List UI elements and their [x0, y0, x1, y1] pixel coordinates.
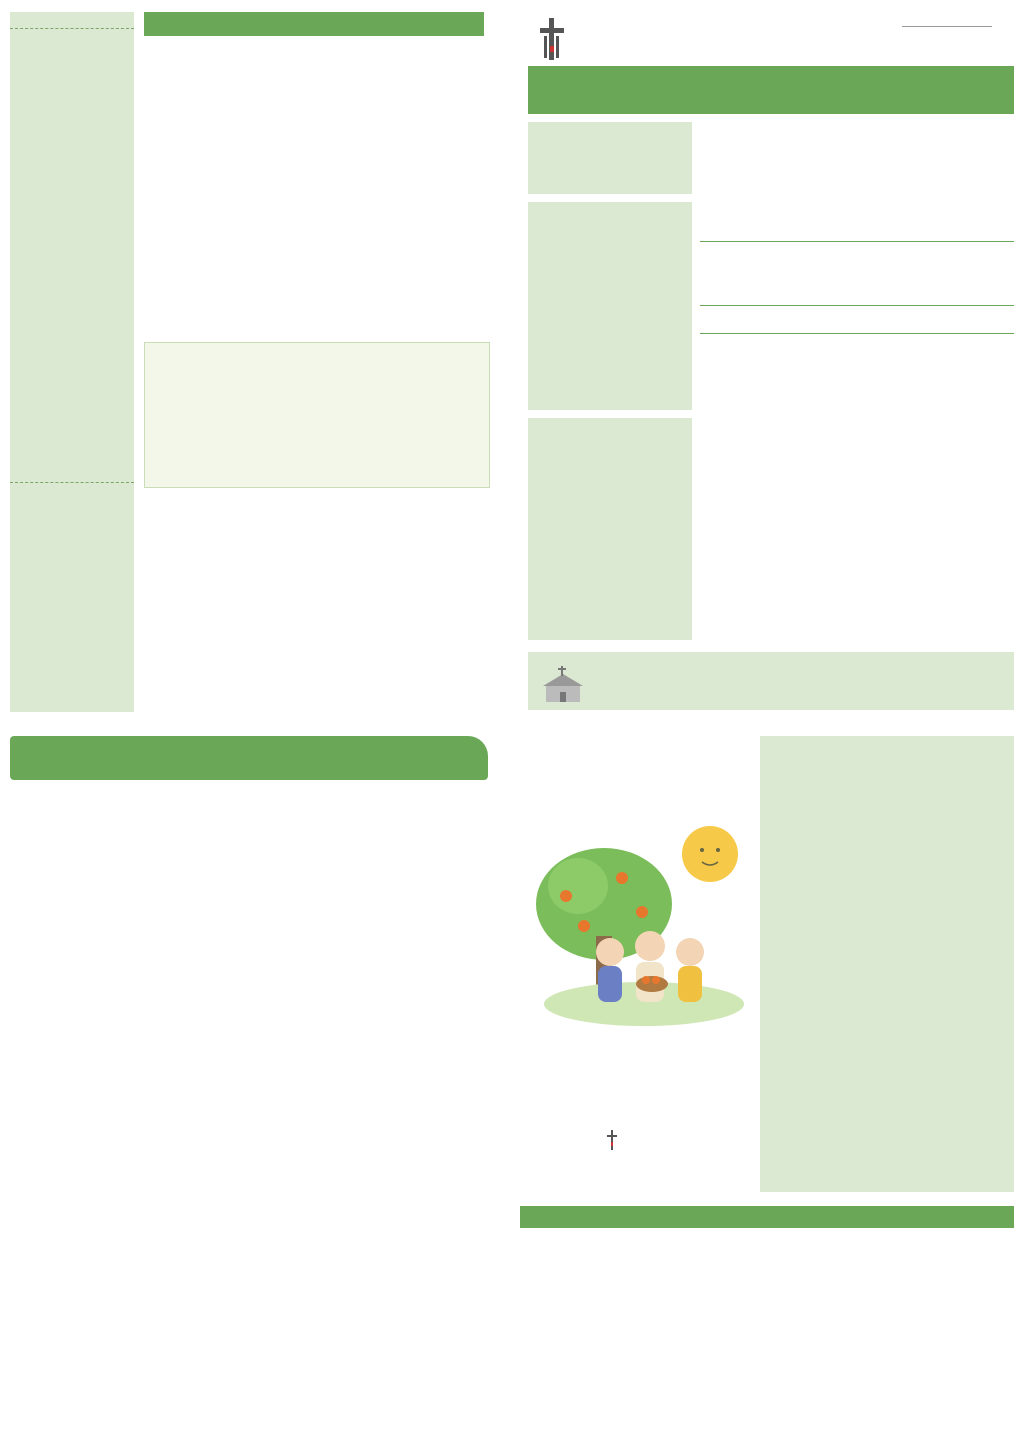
- contact-line: [664, 684, 695, 694]
- first-visit-box: [528, 202, 692, 410]
- prayer-topics-box: [144, 342, 490, 488]
- news-section-4: [146, 274, 486, 278]
- duty-roster: [700, 218, 1014, 334]
- gratitude-panel: [10, 12, 134, 466]
- mission-list: [10, 483, 134, 495]
- mission-title: [10, 466, 134, 483]
- news-section-2: [146, 126, 486, 132]
- news-header: [144, 12, 484, 36]
- offerings-header: [520, 1206, 1014, 1228]
- service-header: [10, 736, 488, 780]
- chuseok-illustration: [524, 736, 752, 1066]
- church-building-icon: [538, 664, 588, 704]
- church-logo-small: [606, 1128, 676, 1152]
- news-section-1: [146, 44, 486, 52]
- church-info-bar: [528, 652, 1014, 710]
- bulletin-header: [528, 12, 1014, 68]
- offering-guide: [146, 572, 492, 578]
- theme-bar: [528, 66, 1014, 114]
- gratitude-list: [10, 29, 134, 41]
- church-cross-logo: [538, 18, 566, 60]
- mission-panel: [10, 466, 134, 712]
- sermon-notes: [760, 736, 1014, 1192]
- since-date: [902, 24, 992, 27]
- worship-times-box: [528, 418, 692, 640]
- gratitude-title: [10, 12, 134, 29]
- news-section-3: [146, 226, 486, 230]
- lectionary: [700, 128, 1014, 214]
- date-box: [528, 122, 692, 194]
